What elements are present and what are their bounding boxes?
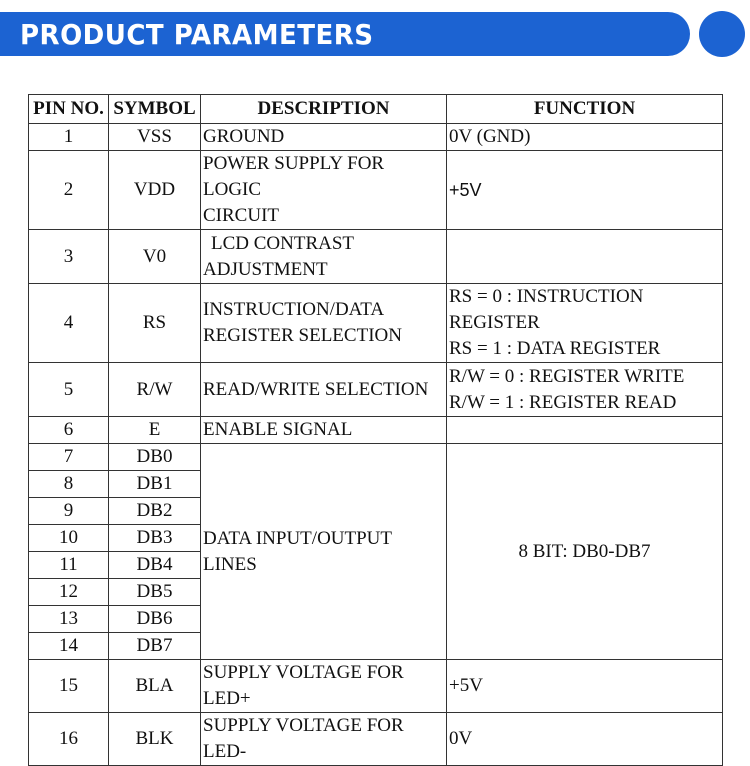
table-row bbox=[29, 284, 723, 363]
pin-number: 3 bbox=[29, 230, 109, 284]
table-row bbox=[29, 124, 723, 151]
pin-number: 5 bbox=[29, 363, 109, 417]
data-lines-description: DATA INPUT/OUTPUT LINES bbox=[201, 444, 447, 660]
pin-number: 16 bbox=[29, 713, 109, 766]
table-row bbox=[29, 363, 723, 417]
pin-function: +5V bbox=[447, 151, 723, 230]
pin-number: 2 bbox=[29, 151, 109, 230]
product-parameters-table bbox=[28, 94, 723, 766]
pin-symbol: V0 bbox=[109, 230, 201, 284]
pin-symbol: DB5 bbox=[109, 579, 201, 606]
pin-symbol: VSS bbox=[109, 124, 201, 151]
pin-number: 14 bbox=[29, 633, 109, 660]
pin-symbol: DB7 bbox=[109, 633, 201, 660]
pin-symbol: R/W bbox=[109, 363, 201, 417]
pin-function: RS = 0 : INSTRUCTION REGISTER RS = 1 : DATA REGISTER bbox=[447, 284, 723, 363]
column-header-function: FUNCTION bbox=[447, 95, 723, 124]
pin-number: 1 bbox=[29, 124, 109, 151]
pin-symbol: DB4 bbox=[109, 552, 201, 579]
pin-symbol: DB1 bbox=[109, 471, 201, 498]
pin-symbol: DB3 bbox=[109, 525, 201, 552]
pin-symbol: BLK bbox=[109, 713, 201, 766]
pin-function bbox=[447, 230, 723, 284]
pin-symbol: BLA bbox=[109, 660, 201, 713]
pin-number: 7 bbox=[29, 444, 109, 471]
pin-symbol: DB6 bbox=[109, 606, 201, 633]
table-row bbox=[29, 444, 723, 471]
pin-description: READ/WRITE SELECTION bbox=[201, 363, 447, 417]
table-row bbox=[29, 151, 723, 230]
pin-description: ENABLE SIGNAL bbox=[201, 417, 447, 444]
pin-symbol: VDD bbox=[109, 151, 201, 230]
table-row bbox=[29, 713, 723, 766]
pin-description: SUPPLY VOLTAGE FOR LED+ bbox=[201, 660, 447, 713]
pin-description: LCD CONTRAST ADJUSTMENT bbox=[201, 230, 447, 284]
section-banner bbox=[0, 12, 690, 56]
column-header-symbol: SYMBOL bbox=[109, 95, 201, 124]
pin-number: 13 bbox=[29, 606, 109, 633]
table-header-row bbox=[29, 95, 723, 124]
pin-number: 15 bbox=[29, 660, 109, 713]
pin-description: INSTRUCTION/DATA REGISTER SELECTION bbox=[201, 284, 447, 363]
pin-number: 9 bbox=[29, 498, 109, 525]
pin-number: 11 bbox=[29, 552, 109, 579]
column-header-pin: PIN NO. bbox=[29, 95, 109, 124]
pin-function: R/W = 0 : REGISTER WRITE R/W = 1 : REGISTER READ bbox=[447, 363, 723, 417]
pin-symbol: DB2 bbox=[109, 498, 201, 525]
pin-number: 12 bbox=[29, 579, 109, 606]
table-row bbox=[29, 230, 723, 284]
pin-function: +5V bbox=[447, 660, 723, 713]
pin-function: 0V bbox=[447, 713, 723, 766]
pin-number: 10 bbox=[29, 525, 109, 552]
data-lines-function: 8 BIT: DB0-DB7 bbox=[447, 444, 723, 660]
pin-description: POWER SUPPLY FOR LOGIC CIRCUIT bbox=[201, 151, 447, 230]
pin-symbol: DB0 bbox=[109, 444, 201, 471]
column-header-description: DESCRIPTION bbox=[201, 95, 447, 124]
banner-circle-decoration bbox=[699, 11, 745, 57]
pin-number: 4 bbox=[29, 284, 109, 363]
pin-description: GROUND bbox=[201, 124, 447, 151]
table-row bbox=[29, 660, 723, 713]
pin-description: SUPPLY VOLTAGE FOR LED- bbox=[201, 713, 447, 766]
table-row bbox=[29, 417, 723, 444]
pin-function bbox=[447, 417, 723, 444]
pin-symbol: RS bbox=[109, 284, 201, 363]
pin-number: 8 bbox=[29, 471, 109, 498]
pin-number: 6 bbox=[29, 417, 109, 444]
pin-symbol: E bbox=[109, 417, 201, 444]
pin-function: 0V (GND) bbox=[447, 124, 723, 151]
section-title: PRODUCT PARAMETERS bbox=[20, 17, 374, 51]
